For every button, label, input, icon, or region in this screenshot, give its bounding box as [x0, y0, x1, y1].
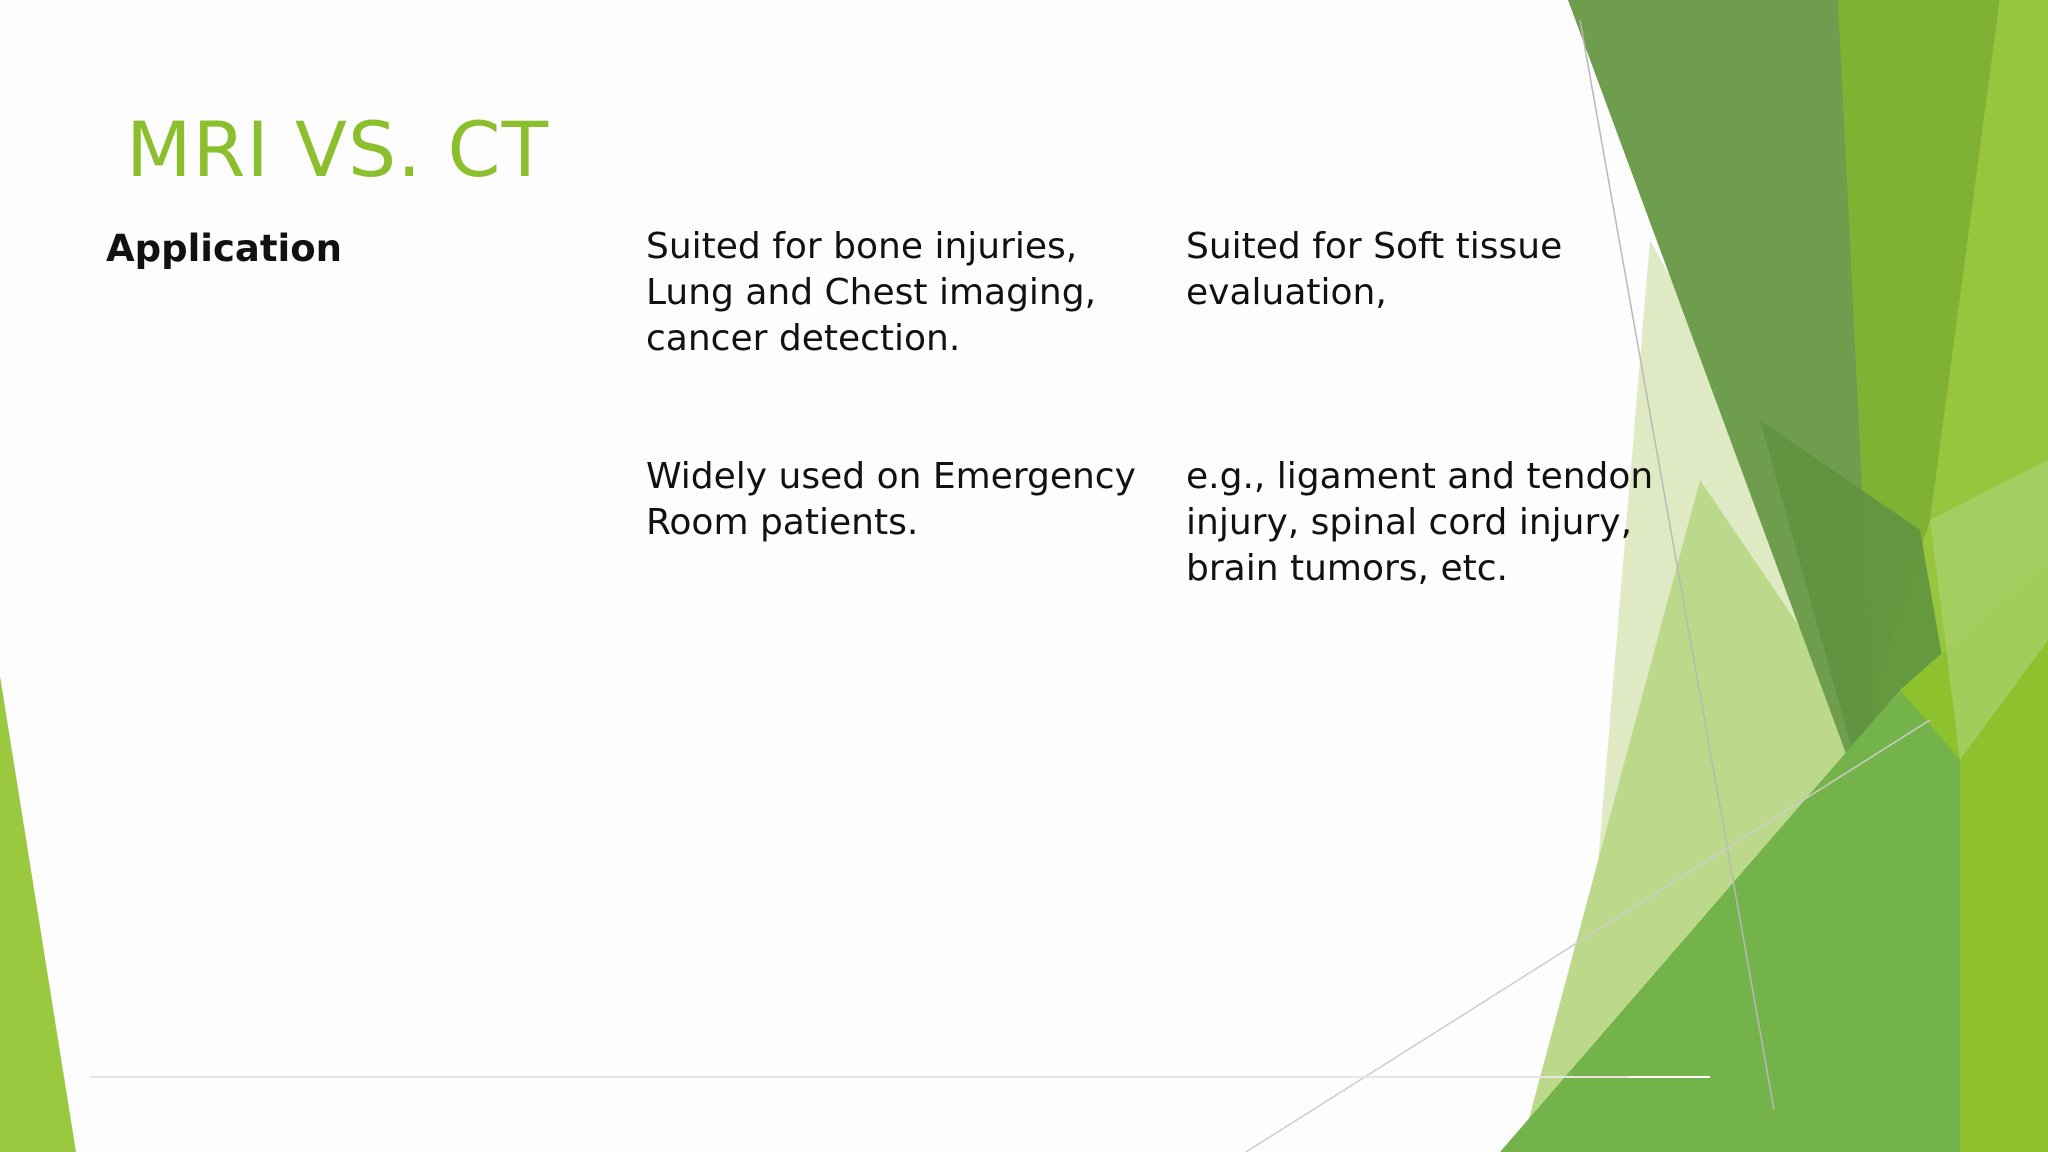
mri-text-line: brain tumors, etc. — [1186, 548, 1508, 589]
mri-text-line: evaluation, — [1186, 272, 1387, 313]
ct-text-line: Room patients. — [646, 502, 919, 543]
mri-cell-soft-tissue — [1186, 224, 1562, 316]
mri-cell-examples — [1186, 454, 1653, 592]
ct-text-line: Suited for bone injuries, — [646, 226, 1078, 267]
row-label-application: Application — [106, 227, 343, 270]
footer-divider — [90, 1076, 1710, 1078]
ct-text-line: Widely used on Emergency — [646, 456, 1136, 497]
ct-cell-applications — [646, 224, 1096, 362]
slide-title: MRI VS. CT — [126, 105, 549, 194]
ct-text-line: Lung and Chest imaging, — [646, 272, 1097, 313]
ct-text-line: cancer detection. — [646, 318, 961, 359]
ct-cell-emergency — [646, 454, 1136, 546]
left-green-sliver — [0, 676, 76, 1152]
mri-text-line: Suited for Soft tissue — [1186, 226, 1563, 267]
mri-text-line: injury, spinal cord injury, — [1186, 502, 1633, 543]
mri-text-line: e.g., ligament and tendon — [1186, 456, 1654, 497]
